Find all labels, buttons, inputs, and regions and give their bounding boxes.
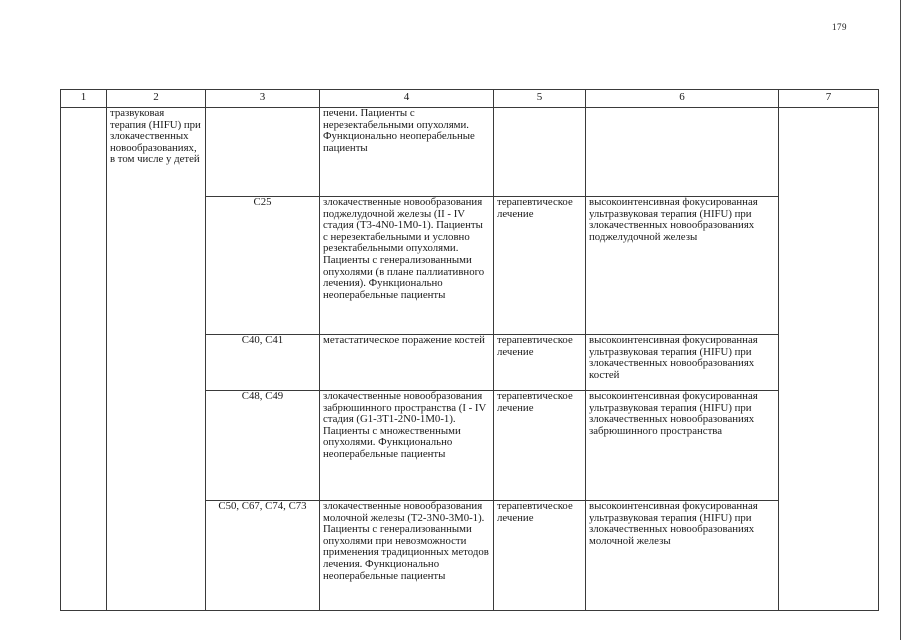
treatment-method-cell: высокоинтенсивная фокусированная ультразвуковая терапия (HIFU) при злокачественных новообразованиях поджелудочной железы <box>586 197 779 335</box>
icd-code-cell: C48, C49 <box>206 391 320 501</box>
icd-code-cell: C50, C67, C74, C73 <box>206 501 320 611</box>
treatment-type-cell: терапевтическое лечение <box>494 197 586 335</box>
header-cell: 1 <box>61 90 107 108</box>
treatment-type-cell: терапевтическое лечение <box>494 501 586 611</box>
treatment-method-cell: высокоинтенсивная фокусированная ультразвуковая терапия (HIFU) при злокачественных новообразованиях забрюшинного пространства <box>586 391 779 501</box>
patient-model-cell: злокачественные новообразования поджелудочной железы (II - IV стадия (T3-4N0-1M0-1). Пациенты с нерезектабельными и условно резектабельными опухолями. Пациенты с генерализованными опухолями (в плане паллиативного лечения). Функционально неоперабельные пациенты <box>320 197 494 335</box>
table-header-row <box>61 90 879 108</box>
header-cell: 5 <box>494 90 586 108</box>
header-cell: 4 <box>320 90 494 108</box>
patient-model-cell: злокачественные новообразования молочной железы (T2-3N0-3M0-1). Пациенты с генерализованными опухолями при невозможности применения традиционных методов лечения. Функционально неоперабельные пациенты <box>320 501 494 611</box>
treatment-type-cell: терапевтическое лечение <box>494 335 586 391</box>
page-edge-line <box>900 0 901 640</box>
treatment-method-cell <box>586 108 779 197</box>
treatment-type-cell <box>494 108 586 197</box>
medical-care-table <box>60 89 879 611</box>
header-cell: 7 <box>779 90 879 108</box>
row-number-cell <box>61 108 107 611</box>
treatment-method-cell: высокоинтенсивная фокусированная ультразвуковая терапия (HIFU) при злокачественных новообразованиях костей <box>586 335 779 391</box>
treatment-method-cell: высокоинтенсивная фокусированная ультразвуковая терапия (HIFU) при злокачественных новообразованиях молочной железы <box>586 501 779 611</box>
icd-code-cell: C25 <box>206 197 320 335</box>
patient-model-cell: злокачественные новообразования забрюшинного пространства (I - IV стадия (G1-3T1-2N0-1M0-1). Пациенты с множественными опухолями. Функционально неоперабельные пациенты <box>320 391 494 501</box>
method-name-cell: тразвуковая терапия (HIFU) при злокачественных новообразованиях, в том числе у детей <box>107 108 206 611</box>
page-number: 179 <box>832 22 847 32</box>
patient-model-cell: печени. Пациенты с нерезектабельными опухолями. Функционально неоперабельные пациенты <box>320 108 494 197</box>
icd-code-cell <box>206 108 320 197</box>
icd-code-cell: C40, C41 <box>206 335 320 391</box>
header-cell: 6 <box>586 90 779 108</box>
table-row <box>61 108 879 197</box>
cost-cell <box>779 108 879 611</box>
patient-model-cell: метастатическое поражение костей <box>320 335 494 391</box>
header-cell: 2 <box>107 90 206 108</box>
treatment-type-cell: терапевтическое лечение <box>494 391 586 501</box>
header-cell: 3 <box>206 90 320 108</box>
